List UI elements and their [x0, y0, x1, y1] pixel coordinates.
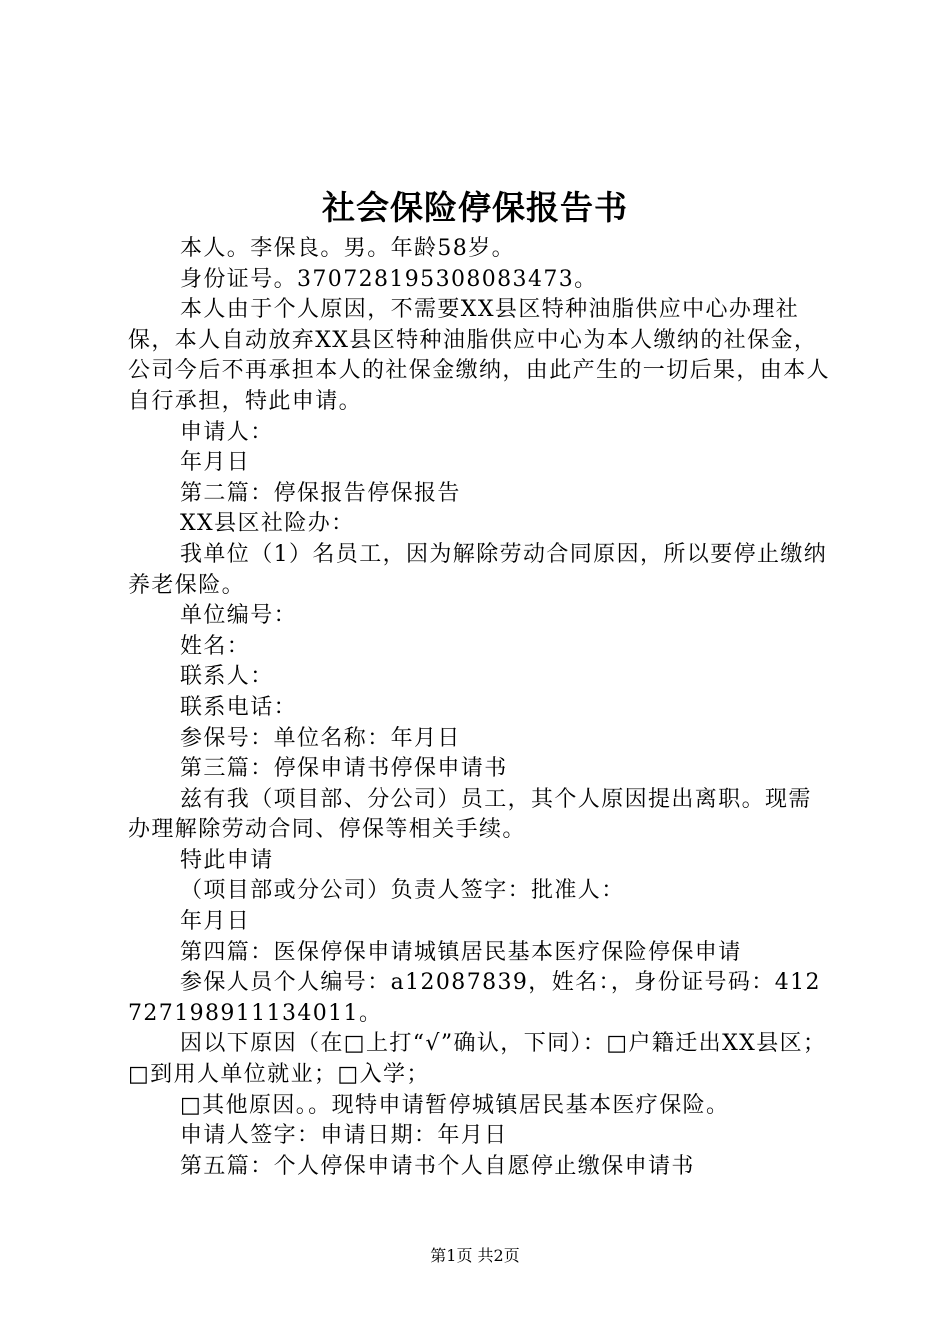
paragraph: 年月日 — [180, 450, 251, 476]
paragraph: 身份证号。370728195308083473。 — [180, 266, 598, 292]
paragraph: 申请人： — [180, 419, 274, 445]
section-heading: 第五篇：个人停保申请书个人自愿停止缴保申请书 — [180, 1153, 695, 1179]
paragraph: 我单位（1）名员工，因为解除劳动合同原因，所以要停止缴纳养老保险。 — [128, 541, 828, 598]
paragraph: XX县区社险办： — [180, 511, 355, 537]
section-heading: 第四篇：医保停保申请城镇居民基本医疗保险停保申请 — [180, 939, 742, 965]
paragraph: 联系电话： — [180, 694, 298, 720]
paragraph: 特此申请 — [180, 847, 274, 873]
paragraph: 年月日 — [180, 909, 251, 935]
paragraph: 本人。李保良。男。年龄58岁。 — [180, 236, 515, 261]
paragraph: 参保号：单位名称：年月日 — [180, 725, 461, 751]
document-title: 社会保险停保报告书 — [322, 188, 628, 227]
document-body — [128, 234, 832, 1182]
paragraph: 申请人签字：申请日期：年月日 — [180, 1123, 508, 1149]
section-heading: 第三篇：停保申请书停保申请书 — [180, 756, 508, 782]
paragraph: 联系人： — [180, 664, 274, 690]
paragraph: 参保人员个人编号：a12087839，姓名：，身份证号码：412727198911134011。 — [128, 970, 821, 1026]
paragraph: 本人由于个人原因，不需要XX县区特种油脂供应中心办理社保，本人自动放弃XX县区特种油脂供应中心为本人缴纳的社保金，公司今后不再承担本人的社保金缴纳，由此产生的一切后果，由本人自行承担，特此申请。 — [128, 297, 831, 414]
page-footer: 第1页 共2页 — [430, 1246, 520, 1265]
paragraph: 单位编号： — [180, 603, 298, 629]
paragraph: 兹有我（项目部、分公司）员工，其个人原因提出离职。现需办理解除劳动合同、停保等相关手续。 — [128, 786, 812, 843]
paragraph: □其他原因。。现特申请暂停城镇居民基本医疗保险。 — [180, 1092, 730, 1118]
paragraph: 因以下原因（在□上打“√”确认，下同）：□户籍迁出XX县区；□到用人单位就业；□入学； — [128, 1031, 827, 1088]
paragraph: 姓名： — [180, 633, 251, 659]
paragraph: （项目部或分公司）负责人签字：批准人： — [180, 878, 625, 904]
section-heading: 第二篇：停保报告停保报告 — [180, 480, 461, 506]
